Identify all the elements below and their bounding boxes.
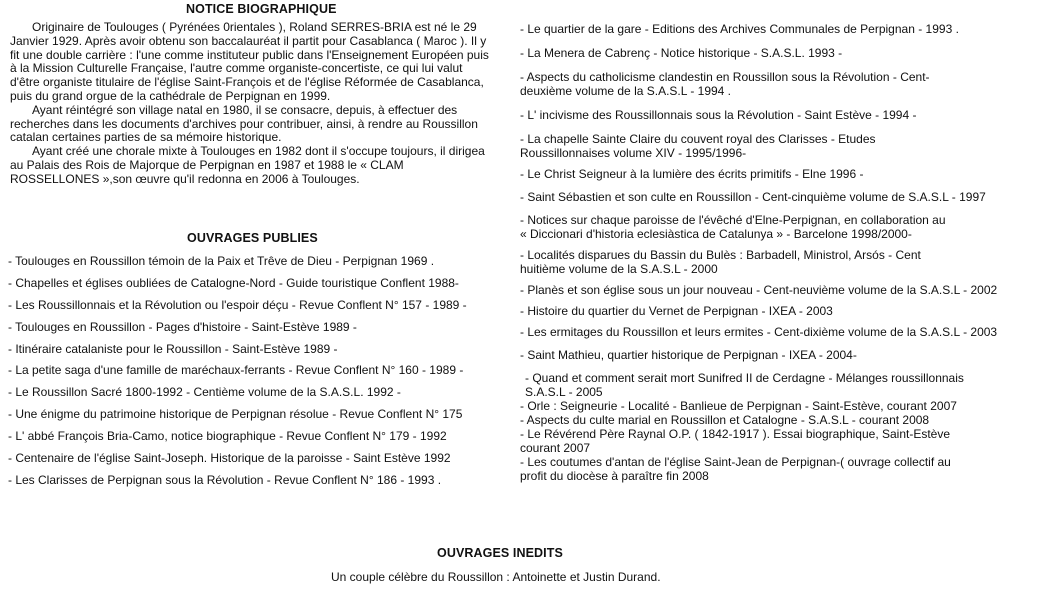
biography-paragraph: Ayant réintégré son village natal en 1980, il se consacre, depuis, à effectuer des recherches dans les documents d'archives pour contribuer, ainsi, à rendre au Roussillon catalan certaines parties de sa mémoire historique.: [10, 102, 478, 145]
list-item: [520, 348, 1040, 362]
published-works-heading: OUVRAGES PUBLIES: [187, 231, 318, 245]
list-item: - Le Roussillon Sacré 1800-1992 - Centième volume de la S.A.S.L. 1992 -: [8, 385, 401, 400]
list-item: [520, 132, 1040, 160]
list-item: [520, 108, 1040, 122]
list-item: [520, 190, 1040, 204]
list-item-line: - La chapelle Sainte Claire du couvent royal des Clarisses - Etudes: [520, 132, 876, 146]
list-item: - Centenaire de l'église Saint-Joseph. Historique de la paroisse - Saint Estève 1992: [8, 451, 451, 466]
list-item: [520, 70, 1040, 98]
list-item: - La petite saga d'une famille de maréchaux-ferrants - Revue Conflent N° 160 - 1989 -: [8, 363, 464, 378]
list-item-line: - Saint Mathieu, quartier historique de Perpignan - IXEA - 2004-: [520, 348, 857, 362]
list-item: [520, 213, 1040, 241]
biography-paragraph: Ayant créé une chorale mixte à Toulouges en 1982 dont il s'occupe toujours, il dirigea au Palais des Rois de Majorque de Perpignan en 1987 et 1988 le « CLAM ROSSELLONES »,son œuvre qu'il redonna en 2006 à Toulouges.: [10, 144, 485, 186]
list-item-line: Roussillonnaises volume XIV - 1995/1996-: [520, 146, 747, 160]
list-item-line: courant 2007: [520, 441, 591, 455]
published-list-right: [520, 22, 1040, 483]
list-item: [520, 427, 1040, 455]
list-item-line: - Localités disparues du Bassin du Bulès : Barbadell, Ministrol, Arsós - Cent: [520, 248, 921, 262]
list-item: - Chapelles et églises oubliées de Catalogne-Nord - Guide touristique Conflent 1988-: [8, 275, 459, 290]
list-item: - Les Roussillonnais et la Révolution ou l'espoir déçu - Revue Conflent N° 157 - 1989 -: [8, 297, 467, 312]
list-item: [520, 325, 1040, 339]
list-item-line: - Planès et son église sous un jour nouveau - Cent-neuvième volume de la S.A.S.L - 2002: [520, 283, 998, 297]
list-item: [520, 167, 1040, 181]
list-item: [520, 413, 1040, 427]
list-item: - L' abbé François Bria-Camo, notice biographique - Revue Conflent N° 179 - 1992: [8, 429, 447, 444]
biography-heading: NOTICE BIOGRAPHIQUE: [186, 2, 337, 16]
biography-text: [10, 21, 490, 187]
list-item: [520, 455, 1040, 483]
biography-paragraph: Originaire de Toulouges ( Pyrénées 0rientales ), Roland SERRES-BRIA est né le 29 Janvier 1929. Après avoir obtenu son baccalauréat il partit pour Casablanca ( Maroc ). Il y fit une double carrière : l'une comme instituteur public dans l'Enseignement Européen puis à la Mission Culturelle Française, l'autre comme organiste-concertiste, ce qui lui valut d'être organiste titulaire de l'église Saint-François et de l'église Réformée de Casablanca, puis du grand orgue de la cathédrale de Perpignan en 1999.: [10, 20, 489, 103]
list-item-line: - Histoire du quartier du Vernet de Perpignan - IXEA - 2003: [520, 304, 833, 318]
list-item-line: - Aspects du catholicisme clandestin en Roussillon sous la Révolution - Cent-: [520, 70, 930, 84]
unpublished-works-heading: OUVRAGES INEDITS: [437, 546, 563, 560]
list-item: [520, 46, 1040, 60]
list-item: [520, 283, 1040, 297]
list-item-line: - Le Christ Seigneur à la lumière des écrits primitifs - Elne 1996 -: [520, 167, 864, 181]
list-item: - Une énigme du patrimoine historique de Perpignan résolue - Revue Conflent N° 175: [8, 407, 463, 422]
list-item-line: - La Menera de Cabrenç - Notice historique - S.A.S.L. 1993 -: [520, 46, 843, 60]
list-item-line: « Diccionari d'historia eclesiàstica de Catalunya » - Barcelone 1998/2000-: [520, 227, 912, 241]
list-item-line: - Notices sur chaque paroisse de l'évêché d'Elne-Perpignan, en collaboration au: [520, 213, 946, 227]
list-item-line: - L' incivisme des Roussillonnais sous la Révolution - Saint Estève - 1994 -: [520, 108, 917, 122]
unpublished-work-item: Un couple célèbre du Roussillon : Antoinette et Justin Durand.: [331, 570, 661, 584]
list-item: - Toulouges en Roussillon témoin de la Paix et Trêve de Dieu - Perpignan 1969 .: [8, 254, 435, 268]
list-item: [520, 399, 1040, 413]
list-item: [520, 304, 1040, 318]
list-item: [520, 248, 1040, 276]
list-item-line: - Orle : Seigneurie - Localité - Banlieue de Perpignan - Saint-Estève, courant 2007: [520, 399, 957, 413]
published-list-left: [8, 250, 508, 491]
list-item-line: deuxième volume de la S.A.S.L - 1994 .: [520, 84, 732, 98]
list-item-line: huitième volume de la S.A.S.L - 2000: [520, 262, 718, 276]
list-item: [520, 22, 1040, 36]
list-item-line: - Quand et comment serait mort Sunifred II de Cerdagne - Mélanges roussillonnais: [525, 371, 964, 385]
list-item-line: - Aspects du culte marial en Roussillon et Catalogne - S.A.S.L - courant 2008: [520, 413, 930, 427]
list-item-line: S.A.S.L - 2005: [525, 385, 603, 399]
list-item-line: - Les coutumes d'antan de l'église Saint-Jean de Perpignan-( ouvrage collectif au: [520, 455, 951, 469]
list-item-line: - Les ermitages du Roussillon et leurs ermites - Cent-dixième volume de la S.A.S.L - 2003: [520, 325, 998, 339]
list-item: - Itinéraire catalaniste pour le Roussillon - Saint-Estève 1989 -: [8, 341, 338, 356]
list-item: - Toulouges en Roussillon - Pages d'histoire - Saint-Estève 1989 -: [8, 319, 357, 334]
list-item-line: - Le quartier de la gare - Editions des Archives Communales de Perpignan - 1993 .: [520, 22, 959, 36]
list-item: [520, 371, 1040, 399]
list-item: - Les Clarisses de Perpignan sous la Révolution - Revue Conflent N° 186 - 1993 .: [8, 472, 442, 487]
list-item-line: - Saint Sébastien et son culte en Roussillon - Cent-cinquième volume de S.A.S.L - 1997: [520, 190, 986, 204]
list-item-line: - Le Révérend Père Raynal O.P. ( 1842-1917 ). Essai biographique, Saint-Estève: [520, 427, 951, 441]
list-item-line: profit du diocèse à paraître fin 2008: [520, 469, 709, 483]
